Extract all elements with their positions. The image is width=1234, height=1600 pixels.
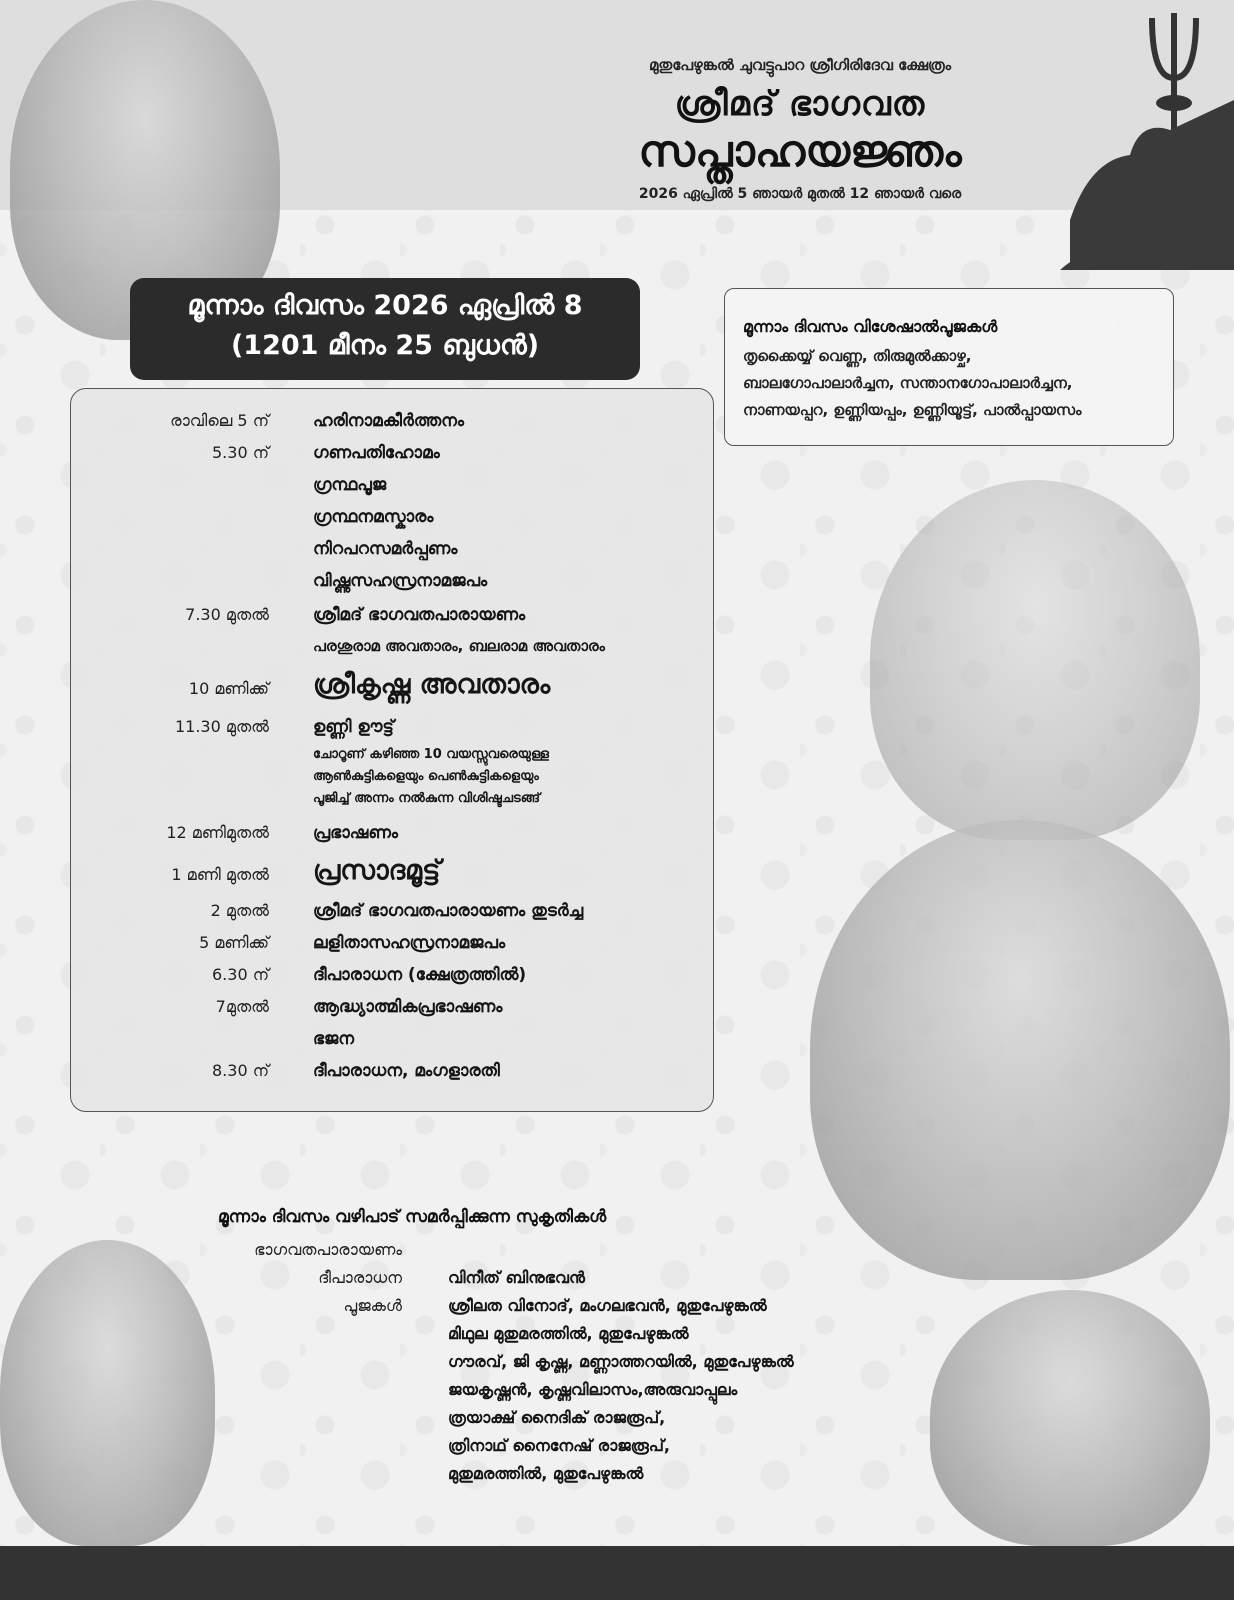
schedule-time: 2 മുതൽ bbox=[210, 901, 269, 920]
contributor-name: ത്രിനാഥ് നൈനേഷ് രാജരൂപ്, bbox=[448, 1436, 670, 1455]
shiva-illustration bbox=[930, 1290, 1210, 1546]
contributor-name: വിനീത് ബിനുഭവൻ bbox=[448, 1268, 585, 1287]
schedule-item: ഉണ്ണി ഊട്ട് bbox=[313, 717, 394, 737]
day-title-banner bbox=[130, 278, 640, 380]
schedule-item: ലളിതാസഹസ്രനാമജപം bbox=[313, 933, 506, 953]
schedule-item: വിഷ്ണുസഹസ്രനാമജപം bbox=[313, 571, 488, 591]
day-title-line2: (1201 മീനം 25 ബുധൻ) bbox=[230, 330, 540, 361]
contributor-name: മുതുമരത്തിൽ, മുതുപേഴുങ്കൽ bbox=[448, 1464, 644, 1483]
special-poojas-box bbox=[724, 288, 1174, 446]
schedule-item-note: പൂജിച്ച് അന്നം നൽകുന്ന വിശിഷ്ടചടങ്ങ് bbox=[313, 791, 541, 806]
contributors-title: മൂന്നാം ദിവസം വഴിപാട് സമർപ്പിക്കുന്ന സുകൃതികൾ bbox=[218, 1207, 607, 1227]
special-poojas-line: ബാലഗോപാലാർച്ചന, സന്താനഗോപാലാർച്ചന, bbox=[743, 374, 1073, 392]
event-title-line1: ശ്രീമദ് ഭാഗവത bbox=[674, 84, 926, 124]
schedule-item: പരശുരാമ അവതാരം, ബലരാമ അവതാരം bbox=[313, 637, 605, 655]
schedule-item: ദീപാരാധന, മംഗളാരതി bbox=[313, 1061, 500, 1081]
event-title-line2: സപ്താഹയജ്ഞം bbox=[638, 126, 962, 177]
schedule-item: ആദ്ധ്യാത്മികപ്രഭാഷണം bbox=[313, 997, 503, 1017]
temple-name: മുതുപേഴുങ്കൽ ചുവട്ടുപാറ ശ്രീഗിരിദേവ ക്ഷേത്രം bbox=[648, 56, 952, 74]
contributor-name: ഗൗരവ്, ജി കൃഷ്ണ, മണ്ണാത്തറയിൽ, മുതുപേഴുങ്കൽ bbox=[448, 1352, 794, 1371]
schedule-item: ശ്രീമദ് ഭാഗവതപാരായണം തുടർച്ച bbox=[313, 901, 584, 921]
contributor-name: ജയകൃഷ്ണൻ, കൃഷ്ണവിലാസം,അരുവാപ്പുലം bbox=[448, 1380, 738, 1399]
schedule-time: 1 മണി മുതൽ bbox=[171, 865, 269, 884]
schedule-time: 12 മണിമുതൽ bbox=[166, 823, 269, 842]
contributor-label-deeparadhana: ദീപാരാധന bbox=[318, 1268, 402, 1287]
contributor-label-parayanam: ഭാഗവതപാരായണം bbox=[254, 1240, 402, 1259]
special-poojas-line: തൃക്കൈയ്യ് വെണ്ണ, തിരുമുൽക്കാഴ്ച, bbox=[743, 347, 972, 365]
schedule-time: 5 മണിക്ക് bbox=[199, 933, 269, 952]
schedule-time: 5.30 ന് bbox=[212, 443, 269, 462]
schedule-item: ദീപാരാധന (ക്ഷേത്രത്തിൽ) bbox=[313, 965, 527, 985]
contributor-name: ശ്രീലത വിനോദ്, മംഗലഭവൻ, മുതുപേഴുങ്കൽ bbox=[448, 1296, 767, 1315]
event-dates: 2026 ഏപ്രിൽ 5 ഞായർ മുതൽ 12 ഞായർ വരെ bbox=[638, 186, 962, 202]
schedule-time: 11.30 മുതൽ bbox=[174, 717, 269, 736]
schedule-time: 6.30 ന് bbox=[212, 965, 269, 984]
day-title-line1: മൂന്നാം ദിവസം 2026 ഏപ്രിൽ 8 bbox=[187, 290, 583, 321]
schedule-item: ഗ്രന്ഥനമസ്കാരം bbox=[313, 507, 434, 527]
schedule-item-note: ചോറൂണ് കഴിഞ്ഞ 10 വയസ്സുവരെയുള്ള bbox=[313, 747, 549, 762]
schedule-item: ഗണപതിഹോമം bbox=[313, 443, 440, 463]
schedule-item: ഗ്രന്ഥപൂജ bbox=[313, 475, 387, 495]
schedule-item: പ്രഭാഷണം bbox=[313, 823, 399, 843]
hanuman-illustration bbox=[0, 1240, 215, 1546]
contributor-name: ത്രയാക്ഷ് നൈദിക് രാജരൂപ്, bbox=[448, 1408, 666, 1427]
hill-wave-silhouette bbox=[1060, 230, 1234, 270]
schedule-item: ശ്രീമദ് ഭാഗവതപാരായണം bbox=[313, 605, 526, 625]
schedule-item: ഹരിനാമകീർത്തനം bbox=[313, 411, 465, 431]
schedule-time: രാവിലെ 5 ന് bbox=[170, 411, 269, 430]
schedule-time: 10 മണിക്ക് bbox=[188, 679, 269, 698]
schedule-time: 7.30 മുതൽ bbox=[185, 605, 269, 624]
schedule-item-highlight: ശ്രീകൃഷ്ണ അവതാരം bbox=[313, 669, 551, 700]
footer-band bbox=[0, 1546, 1234, 1600]
schedule-time: 7മുതൽ bbox=[215, 997, 269, 1016]
child-krishna-illustration bbox=[810, 820, 1230, 1280]
schedule-item-highlight: പ്രസാദമൂട്ട് bbox=[313, 855, 441, 886]
schedule-item: ഭജന bbox=[313, 1029, 355, 1049]
vishnu-illustration bbox=[870, 480, 1200, 840]
schedule-box bbox=[70, 388, 714, 1112]
special-poojas-line: നാണയപ്പറ, ഉണ്ണിയപ്പം, ഉണ്ണിയൂട്ട്, പാൽപ്പായസം bbox=[743, 401, 1082, 419]
contributor-name: മിഥുല മുതുമരത്തിൽ, മുതുപേഴുങ്കൽ bbox=[448, 1324, 689, 1343]
contributor-label-poojas: പൂജകൾ bbox=[343, 1296, 402, 1315]
schedule-item: നിറപറസമർപ്പണം bbox=[313, 539, 458, 559]
schedule-time: 8.30 ന് bbox=[212, 1061, 269, 1080]
special-poojas-title: മൂന്നാം ദിവസം വിശേഷാൽപൂജകൾ bbox=[743, 317, 998, 336]
schedule-item-note: ആൺകുട്ടികളെയും പെൺകുട്ടികളെയും bbox=[313, 769, 539, 784]
